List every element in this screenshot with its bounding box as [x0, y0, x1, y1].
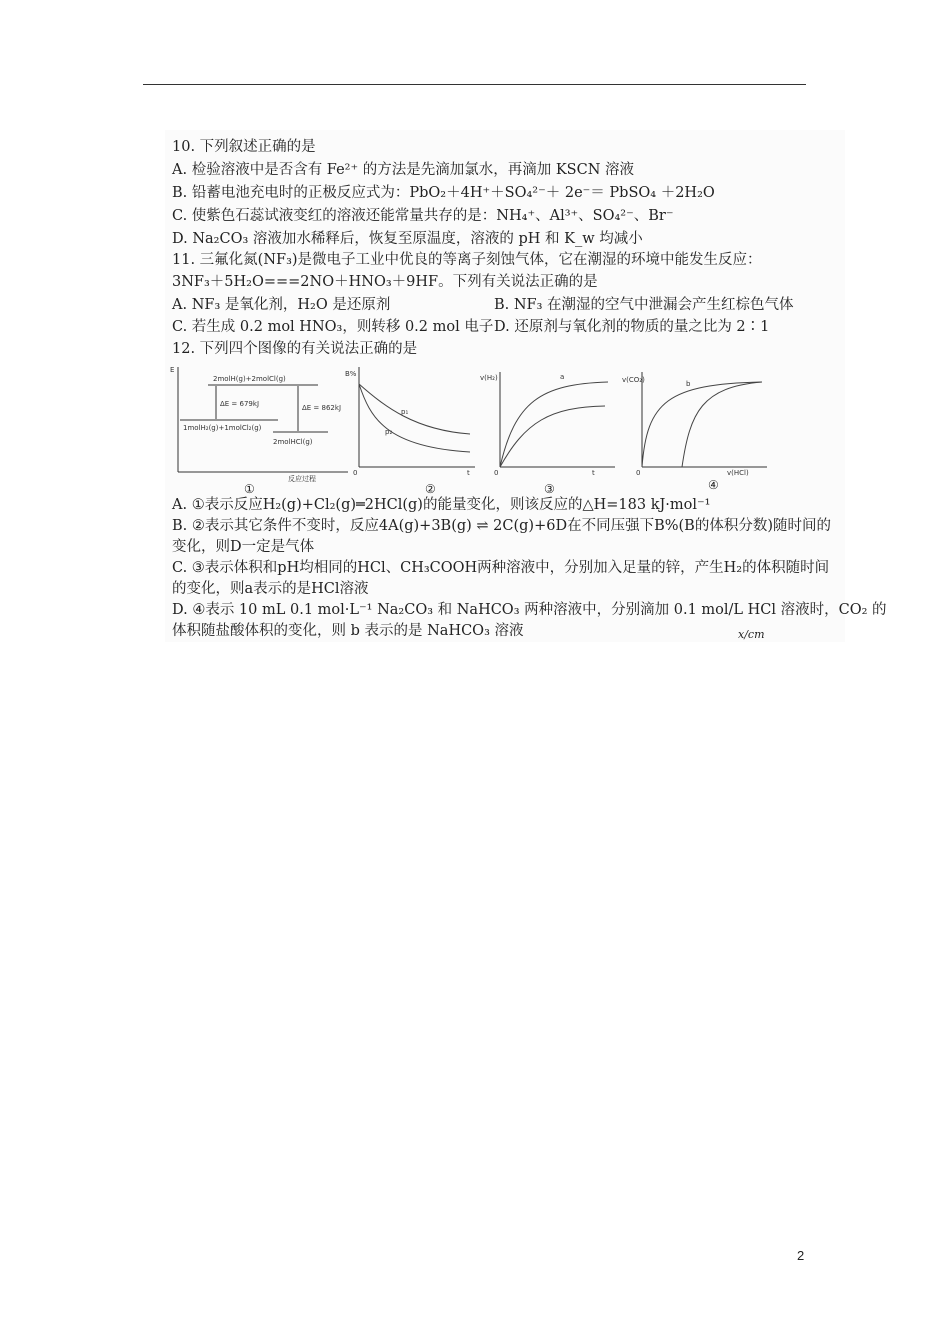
fig1-ylabel: E: [170, 366, 175, 374]
q10-option-d: D. Na₂CO₃ 溶液加水稀释后，恢复至原温度，溶液的 pH 和 K_w 均减小: [172, 231, 643, 247]
fig1-left-label: 1molH₂(g)+1molCl₂(g): [183, 424, 262, 432]
fig2-origin: 0: [353, 469, 358, 477]
q12-option-d-line2: 体积随盐酸体积的变化，则 b 表示的是 NaHCO₃ 溶液: [172, 623, 524, 639]
q12-option-b-line2: 变化，则D一定是气体: [172, 539, 315, 555]
fig4-caption: ④: [708, 478, 719, 492]
fig4-xlabel: v(HCl): [727, 469, 749, 477]
page-number: 2: [797, 1248, 805, 1263]
figure-2-bpercent-time: [345, 362, 480, 481]
fig1-de1: ΔE = 679kJ: [220, 400, 260, 408]
stray-label: x/cm: [738, 628, 765, 641]
fig4-curve-b: [642, 382, 762, 467]
figure-3-h2-time: [480, 362, 620, 481]
q12-stem: 12. 下列四个图像的有关说法正确的是: [172, 341, 418, 357]
fig2-curve-p2: [359, 384, 470, 452]
fig3-ylabel: v(H₂): [480, 374, 498, 382]
q12-option-a: A. ①表示反应H₂(g)+Cl₂(g)═2HCl(g)的能量变化，则该反应的△H=183 kJ·mol⁻¹: [172, 497, 711, 513]
fig1-xlabel: 反应过程: [288, 475, 316, 483]
fig2-label-p2: p₂: [385, 428, 393, 436]
fig2-ylabel: B%: [345, 370, 357, 378]
figure-1-svg: [168, 362, 350, 483]
fig4-origin: 0: [636, 469, 641, 477]
fig3-origin: 0: [494, 469, 499, 477]
q11-stem: 11. 三氟化氮(NF₃)是微电子工业中优良的等离子刻蚀气体，它在潮湿的环境中能发生反应：: [172, 252, 762, 268]
q11-equation: 3NF₃＋5H₂O===2NO＋HNO₃＋9HF。下列有关说法正确的是: [172, 274, 598, 290]
q11-option-c: C. 若生成 0.2 mol HNO₃，则转移 0.2 mol 电子: [172, 319, 494, 335]
q11-option-d: D. 还原剂与氧化剂的物质的量之比为 2∶1: [494, 319, 770, 335]
q12-option-c-line1: C. ③表示体积和pH均相同的HCl、CH₃COOH两种溶液中，分别加入足量的锌，产生H₂的体积随时间: [172, 560, 830, 576]
fig4-ylabel: v(CO₂): [622, 376, 645, 384]
fig1-de2: ΔE = 862kJ: [302, 404, 342, 412]
fig1-top-label: 2molH(g)+2molCl(g): [213, 375, 286, 383]
fig1-right-label: 2molHCl(g): [273, 438, 313, 446]
figure-3-svg: [480, 362, 620, 477]
fig4-curve-other: [682, 382, 762, 467]
fig2-curve-p1: [359, 384, 470, 434]
q12-option-c-line2: 的变化，则a表示的是HCl溶液: [172, 581, 369, 597]
fig1-caption: ①: [244, 482, 255, 496]
q11-option-a: A. NF₃ 是氧化剂，H₂O 是还原剂: [172, 297, 391, 313]
q10-stem: 10. 下列叙述正确的是: [172, 139, 316, 155]
q10-option-c: C. 使紫色石蕊试液变红的溶液还能常量共存的是：NH₄⁺、Al³⁺、SO₄²⁻、Br⁻: [172, 208, 674, 224]
fig3-curve-upper: [500, 382, 608, 467]
header-rule: [143, 84, 806, 85]
fig3-caption: ③: [544, 482, 555, 496]
fig3-xlabel: t: [592, 469, 595, 477]
fig4-label-b: b: [686, 380, 691, 388]
figure-1-energy-diagram: [168, 362, 350, 481]
q11-option-b: B. NF₃ 在潮湿的空气中泄漏会产生红棕色气体: [494, 297, 794, 313]
figure-4-svg: [622, 362, 782, 477]
fig2-label-p1: p₁: [401, 408, 409, 416]
figure-2-svg: [345, 362, 480, 477]
q12-option-d-line1: D. ④表示 10 mL 0.1 mol·L⁻¹ Na₂CO₃ 和 NaHCO₃ 两种溶液中，分别滴加 0.1 mol/L HCl 溶液时，CO₂ 的: [172, 602, 887, 618]
figure-4-co2-hcl: [622, 362, 782, 481]
fig2-caption: ②: [425, 482, 436, 496]
q12-option-b-line1: B. ②表示其它条件不变时，反应4A(g)+3B(g) ⇌ 2C(g)+6D在不同压强下B%(B的体积分数)随时间的: [172, 518, 831, 534]
fig3-label-a: a: [560, 373, 565, 381]
fig2-xlabel: t: [467, 469, 470, 477]
q10-option-a: A. 检验溶液中是否含有 Fe²⁺ 的方法是先滴加氯水，再滴加 KSCN 溶液: [172, 162, 634, 178]
q10-option-b: B. 铅蓄电池充电时的正极反应式为：PbO₂＋4H⁺＋SO₄²⁻＋ 2e⁻＝ PbSO₄ ＋2H₂O: [172, 185, 715, 201]
fig3-curve-lower: [500, 406, 605, 467]
